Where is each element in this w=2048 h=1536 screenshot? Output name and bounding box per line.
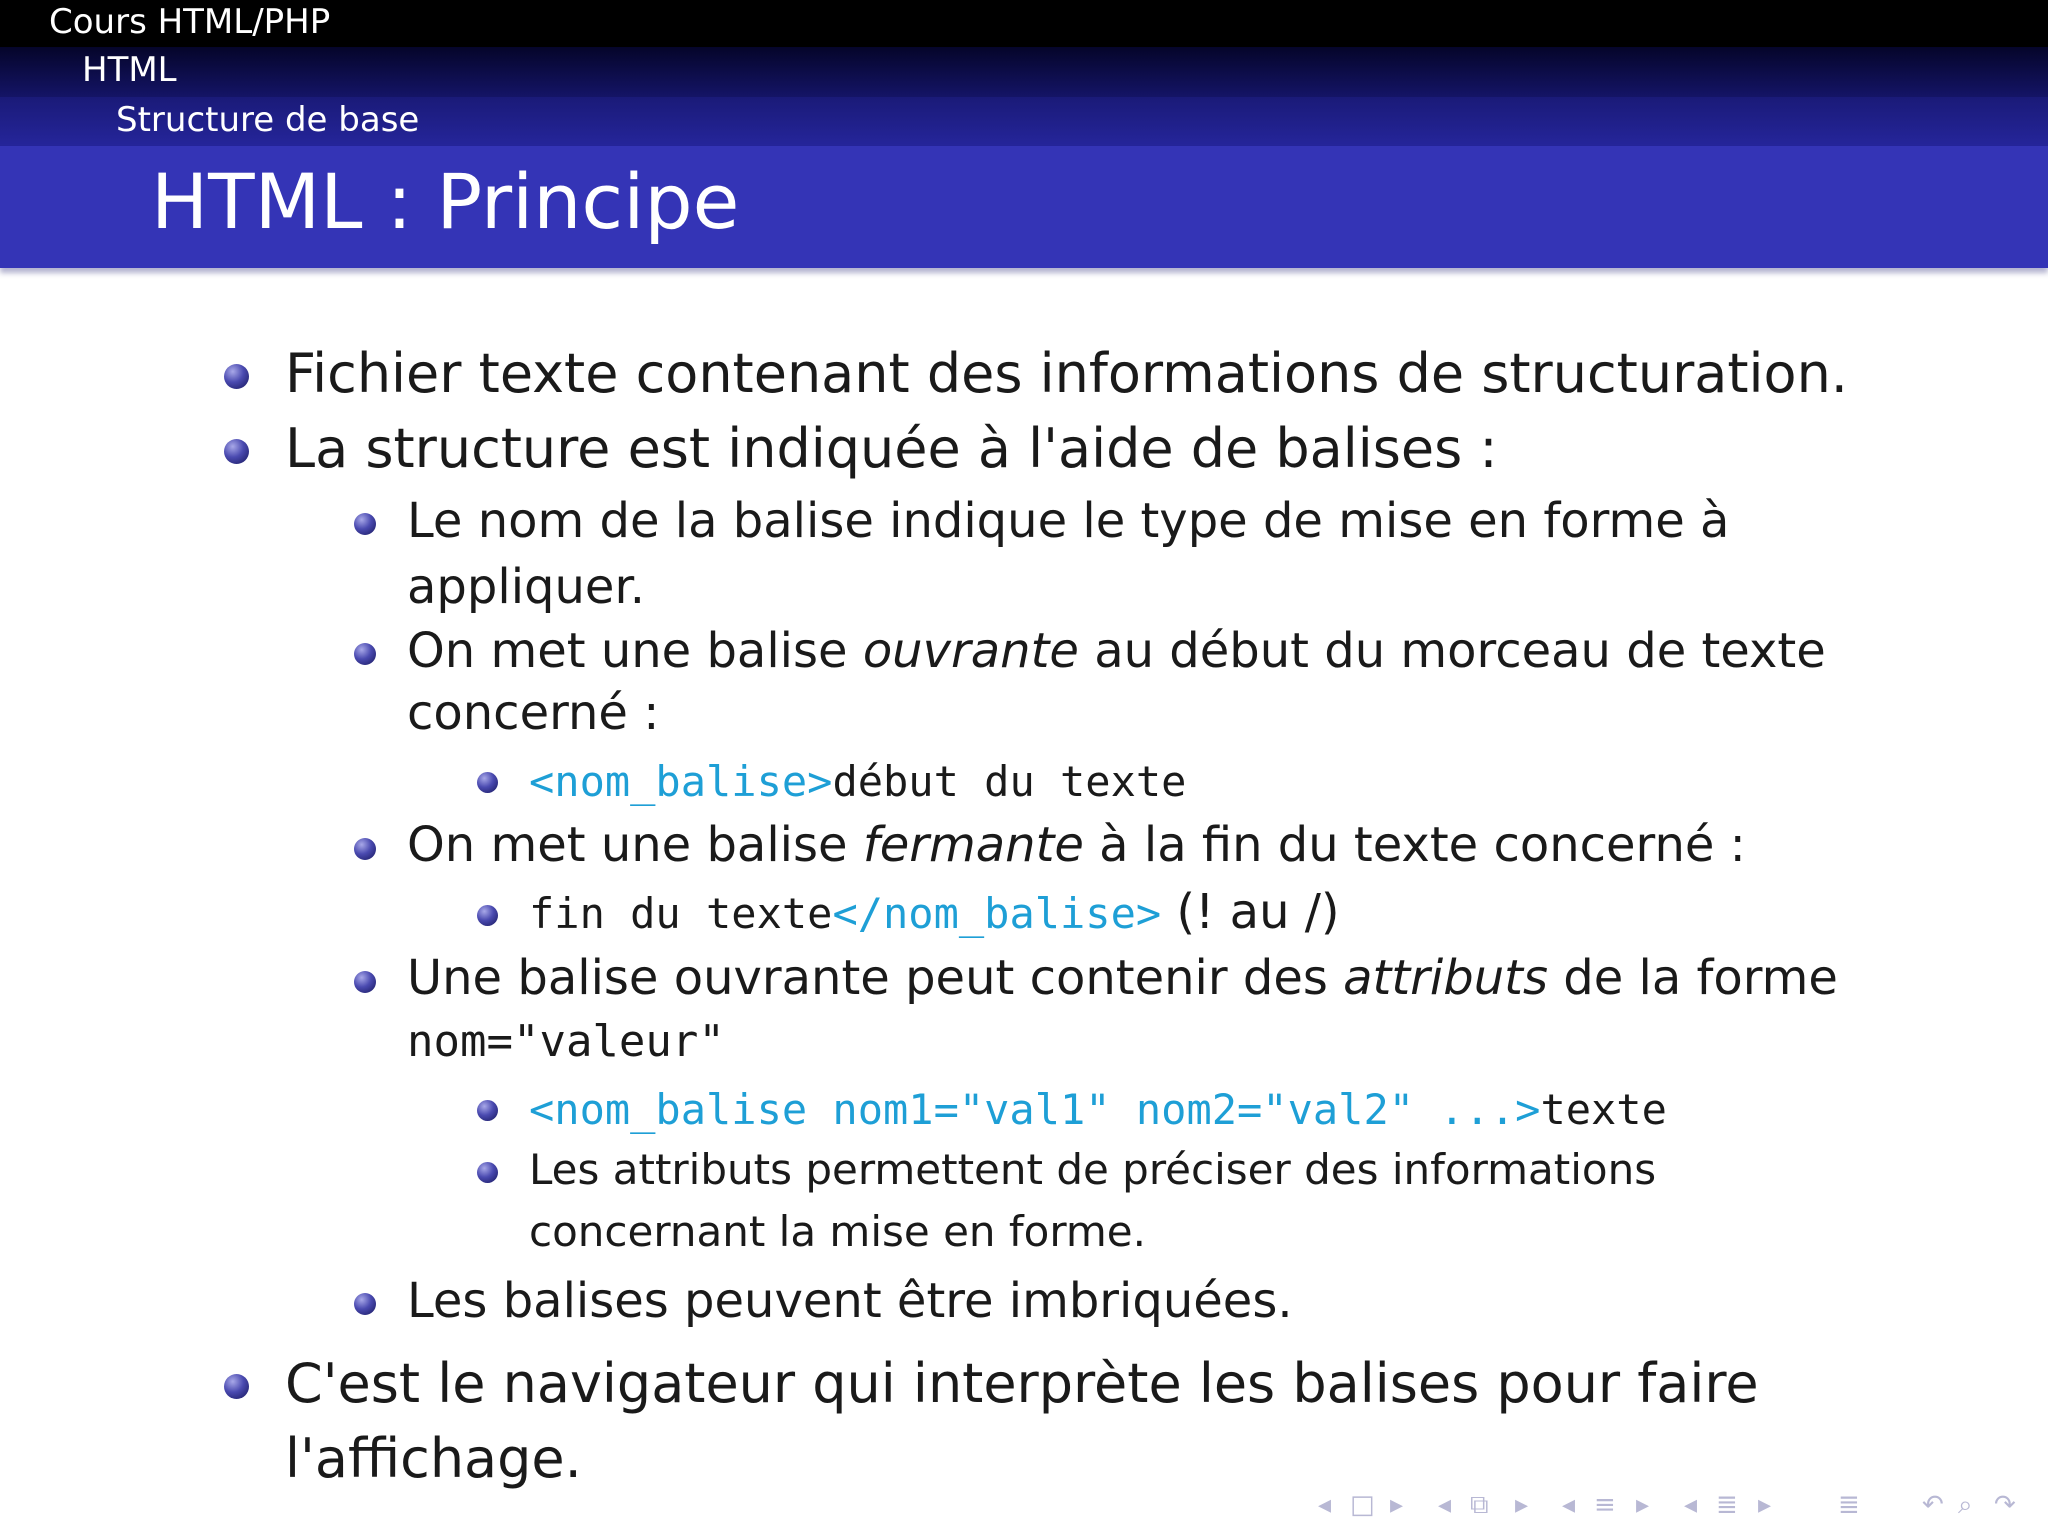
bullet-icon <box>354 513 376 535</box>
presentation-icon[interactable]: ≣ <box>1716 1490 1738 1520</box>
bullet-icon <box>224 364 249 389</box>
code-example-opening-tag <box>529 757 1187 806</box>
section-next-icon[interactable]: ▸ <box>1636 1490 1650 1520</box>
list-item-level1: Fichier texte contenant des informations de structuration. <box>285 342 1848 405</box>
slide-title-bar <box>0 146 2048 268</box>
bullet-icon <box>477 772 498 793</box>
text-segment: au début du morceau de texte <box>1078 623 1826 679</box>
align-icon[interactable]: ≣ <box>1838 1490 1860 1520</box>
code-example-attributes <box>529 1085 1667 1134</box>
list-item-level3: Les attributs permettent de préciser des informations <box>529 1145 1657 1194</box>
list-item-level2: Le nom de la balise indique le type de mise en forme à <box>407 493 1730 549</box>
bullet-icon <box>224 439 249 464</box>
emphasis-text: ouvrante <box>862 623 1079 679</box>
back-icon[interactable]: ↶ <box>1922 1490 1944 1520</box>
header-section[interactable]: HTML <box>82 50 177 90</box>
header-course[interactable]: Cours HTML/PHP <box>49 2 331 42</box>
header-subsection-bar <box>0 97 2048 146</box>
frame-icon[interactable]: □ <box>1350 1490 1375 1520</box>
list-item-level1: La structure est indiquée à l'aide de balises : <box>285 417 1498 480</box>
bullet-icon <box>477 1162 498 1183</box>
bullet-icon <box>354 1293 376 1315</box>
forward-icon[interactable]: ↷ <box>1994 1490 2016 1520</box>
code-tag: <nom_balise nom1="val1" nom2="val2" ...> <box>529 1085 1541 1134</box>
list-item-level2: Les balises peuvent être imbriquées. <box>407 1273 1293 1329</box>
section-icon[interactable]: ≡ <box>1594 1490 1616 1520</box>
beamer-navigation-bar <box>1310 1490 2040 1524</box>
subsection-prev-icon[interactable]: ◂ <box>1438 1490 1452 1520</box>
list-item-level1: C'est le navigateur qui interprète les balises pour faire <box>285 1352 1759 1415</box>
presentation-prev-icon[interactable]: ◂ <box>1684 1490 1698 1520</box>
section-prev-icon[interactable]: ◂ <box>1562 1490 1576 1520</box>
code-tag: <nom_balise> <box>529 757 833 806</box>
bullet-icon <box>354 643 376 665</box>
note-text: (! au /) <box>1161 884 1340 940</box>
header-subsection[interactable]: Structure de base <box>116 100 420 140</box>
list-item-level3-continued: concernant la mise en forme. <box>529 1207 1146 1256</box>
text-segment: On met une balise <box>407 817 863 873</box>
subsection-icon[interactable]: ⧉ <box>1470 1490 1489 1520</box>
list-item-level2 <box>407 623 1826 679</box>
subsection-next-icon[interactable]: ▸ <box>1515 1490 1529 1520</box>
slide-title: HTML : Principe <box>151 157 740 246</box>
bullet-icon <box>477 1100 498 1121</box>
list-item-level2-continued: appliquer. <box>407 559 646 615</box>
text-segment: de la forme <box>1547 950 1838 1006</box>
bullet-icon <box>224 1374 249 1399</box>
search-icon[interactable]: ⌕ <box>1958 1490 1973 1520</box>
bullet-icon <box>354 971 376 993</box>
code-text: fin du texte <box>529 889 833 938</box>
header-course-bar <box>0 0 2048 47</box>
header-section-bar <box>0 47 2048 97</box>
code-text: début du texte <box>832 757 1187 806</box>
list-item-level2 <box>407 950 1838 1006</box>
text-segment: On met une balise <box>407 623 863 679</box>
code-example-closing-tag <box>529 884 1340 940</box>
text-segment: Une balise ouvrante peut contenir des <box>407 950 1344 1006</box>
bullet-icon <box>477 905 498 926</box>
text-segment: à la fin du texte concerné : <box>1083 817 1746 873</box>
list-item-level1-continued: l'affichage. <box>285 1427 582 1490</box>
frame-prev-icon[interactable]: ◂ <box>1318 1490 1332 1520</box>
presentation-next-icon[interactable]: ▸ <box>1758 1490 1772 1520</box>
emphasis-text: attributs <box>1343 950 1548 1006</box>
code-tag: </nom_balise> <box>832 889 1162 938</box>
frame-next-icon[interactable]: ▸ <box>1390 1490 1404 1520</box>
emphasis-text: fermante <box>862 817 1084 873</box>
list-item-level2 <box>407 817 1746 873</box>
code-text: texte <box>1540 1085 1667 1134</box>
bullet-icon <box>354 838 376 860</box>
list-item-level2-continued: nom="valeur" <box>407 1016 725 1067</box>
list-item-level2-continued: concerné : <box>407 685 660 741</box>
